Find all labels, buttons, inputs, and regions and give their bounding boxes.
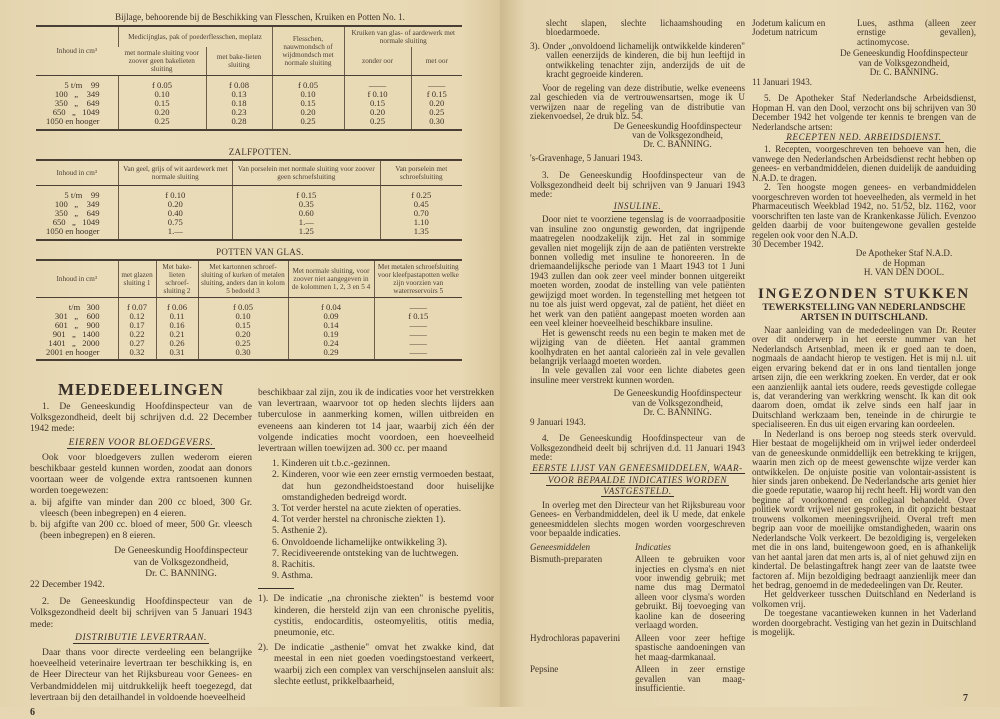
sig-line: de Hopman: [882, 257, 926, 268]
item5-heading: RECEPTEN NED. ARBEIDSDIENST.: [786, 131, 942, 142]
col-medicijnglas: Medicijnglas, pak of poederflesschen, meplatz: [118, 26, 272, 47]
footnote-divider: [258, 588, 294, 589]
table-row: [36, 99, 462, 108]
price-cell: 0.29: [288, 348, 374, 361]
sig-line: Dr. C. BANNING.: [145, 568, 217, 579]
item1-date: 22 December 1942.: [30, 580, 105, 591]
table-row: [36, 90, 462, 99]
drug-name: Jodetum kalicum en Jodetum natricum: [752, 18, 826, 38]
table-row: [36, 186, 462, 200]
left-column-2: [258, 388, 494, 688]
drug-row: [530, 665, 745, 693]
capacity-cell: 1401 „ 2000: [48, 337, 100, 348]
price-cell: 0.11: [156, 312, 198, 321]
appendix-caption: Bijlage, behoorende bij de Beschikking van Flesschen, Kruiken en Potten No. 1.: [115, 12, 405, 22]
price-cell: 0.31: [156, 348, 198, 361]
col-geneesmiddelen: Geneesmiddelen: [530, 541, 591, 552]
item3-heading: INSULINE.: [613, 200, 662, 211]
price-cell: f 0.05: [272, 76, 344, 90]
page-number: 7: [963, 693, 968, 704]
right-page: [500, 0, 1000, 707]
drug-indication: Alleen in zeer ernstige gevallen van maag-insufficientie.: [635, 664, 745, 693]
price-cell: 0.19: [288, 330, 374, 339]
price-cell: ——: [344, 76, 411, 90]
price-cell: 0.10: [118, 90, 206, 99]
price-cell: 1.—: [233, 218, 380, 227]
item1-heading: EIEREN VOOR BLOEDGEVERS.: [68, 437, 214, 448]
letter-p4: De toegestane vacantieweken kunnen in het Vaderland worden doorgebracht. Vestiging van het gezin in Duitschland is mogelijk.: [752, 608, 976, 638]
col-5: Met metalen schroefsluiting voor kleefpastapotten welke zijn voorzien van waterreservoirs 5: [374, 260, 462, 298]
price-cell: 0.10: [272, 90, 344, 99]
price-cell: 0.16: [156, 321, 198, 330]
item3-date: 9 Januari 1943.: [530, 416, 586, 427]
col-inhoud: Inhoud in cm³: [36, 160, 118, 186]
capacity-cell: 601 „ 900: [54, 319, 100, 330]
price-cell: f 0.15: [233, 186, 380, 200]
price-cell: 0.32: [118, 348, 156, 361]
sig-line: De Apotheker Staf N.A.D.: [855, 248, 953, 259]
capacity-cell: 350 „ 649: [54, 207, 100, 218]
indication-list: [258, 459, 494, 582]
letter-p3: Het geldverkeer tusschen Duitschland en Nederland is volkomen vrij.: [752, 589, 976, 609]
sig-line: H. VAN DEN DOOL.: [863, 267, 945, 278]
col-porselein-schroef: Van porselein met schroefsluiting: [380, 160, 462, 186]
capacity-cell: 650 „ 1049: [52, 106, 100, 117]
sig-line: van de Volksgezondheid,: [133, 557, 229, 568]
list-item: 6. Onvoldoende lichamelijke ontwikkeling 3).: [272, 537, 448, 548]
price-cell: 0.25: [272, 117, 344, 130]
price-cell: 0.25: [344, 117, 411, 130]
date: 's-Gravenhage, 5 Januari 1943.: [530, 152, 643, 163]
price-cell: 0.25: [411, 108, 462, 117]
price-cell: f 0.05: [198, 298, 288, 312]
price-cell: 0.18: [206, 99, 272, 108]
price-cell: ——: [374, 298, 462, 312]
price-cell: 0.30: [411, 117, 462, 130]
item5-p1: 1. Recepten, voorgeschreven ten behoeve van hen, die vanwege den Nederlandschen Arbeidsdienst recht hebben op genees- en verbandmiddelen, dienen duidelijk de aanduiding N.A.D. te dragen.: [752, 144, 976, 183]
item4-heading: EERSTE LIJST VAN GENEESMIDDELEN, WAAR-: [532, 463, 743, 474]
capacity-cell: 100 „ 349: [54, 88, 100, 99]
table-row: [36, 117, 462, 130]
price-cell: 1.35: [380, 227, 462, 240]
price-cell: ——: [374, 321, 462, 330]
item5-date: 30 December 1942.: [752, 238, 824, 249]
page-number: 6: [30, 707, 35, 719]
price-cell: f 0.08: [206, 76, 272, 90]
drug-table-header: [530, 543, 745, 552]
table-flesschen-kruiken: [36, 25, 462, 131]
list-item: 5. Asthenie 2).: [272, 526, 328, 537]
drug-row: [752, 19, 976, 47]
price-cell: f 0.04: [288, 298, 374, 312]
capacity-cell: 5 t/m 99: [64, 190, 100, 200]
price-cell: f 0.07: [118, 298, 156, 312]
price-cell: ——: [374, 330, 462, 339]
item3-p1: Door niet te voorziene tegenslag is de voorraadpositie van insuline zoo ongunstig geworden, dat ingrijpende maatregelen noodzakelijk zijn. Het zal in sommige gevallen niet mogelijk zijn de aan de patiënten verstrekte bonnen volledig met insuline te honoreeren. In de driemaandelijksche periode van 1 Maart 1943 tot 1 Juni 1943 zullen dan ook zeer veel minder bonnen uitgereikt moeten worden, zoodat de instelling van vele patiënten gewijzigd moet worden. In tegenstelling met hetgeen tot nu toe als juist werd opgevat, zal de patiënt, het diëet en het werk van den patiënt aangepast moeten worden aan een veel kleiner hoeveelheid beschikbare insuline.: [530, 214, 745, 329]
price-cell: 0.14: [288, 321, 374, 330]
sig-line: van de Volksgezondheid,: [632, 397, 723, 408]
capacity-cell: 901 „ 1400: [52, 328, 100, 339]
drug-name: Pepsine: [530, 664, 559, 675]
col-inhoud: Inhoud in cm³: [36, 260, 118, 298]
letter-p1: Naar aanleiding van de mededeelingen van Dr. Reuter over dit onderwerp in het eerste nummer van het Nederlandsch Artsenblad, meen ik er goed aan te doen, nogmaals de aandacht hierop te vestigen. Het is mij n.l. uit eigen ervaring bekend dat er in ons land tientallen jonge artsen zijn, die een werkkring zoeken. En verder, dat er ook een aanzienlijk aantal iets oudere, reeds gevestigde collegae is, dat verandering van werkkring wenscht. Ik kan dit ook daarom doen, omdat ik zelve sinds een half jaar in Duitschland werkzaam ben, teneinde in de chirurgie te specialiseeren. En dus uit eigen ervaring kan oordeelen.: [752, 324, 976, 430]
col-kruiken: Kruiken van glas- of aardewerk met normale sluiting: [344, 26, 462, 47]
price-cell: 0.75: [118, 218, 233, 227]
price-cell: ——: [374, 348, 462, 361]
item1-b: b. bij afgifte van 200 cc. bloed of meer, 500 Gr. vleesch (been inbegrepen) en 8 eieren.: [30, 520, 252, 542]
continuation-text: slecht slapen, slechte lichaamshouding en bloedarmoede.: [546, 18, 745, 38]
price-cell: f 0.06: [156, 298, 198, 312]
price-cell: 0.20: [272, 108, 344, 117]
col-normale-sluiting: met normale sluiting voor zoover geen bakelieten sluiting: [118, 47, 206, 76]
price-cell: 0.45: [380, 200, 462, 209]
price-cell: 0.15: [344, 99, 411, 108]
item4-para: In overleg met den Directeur van het Rijksbureau voor Genees- en Verbandmiddelen, deel ik U mede, dat enkele geneesmiddelen slechts mogen worden voorgeschreven voor bepaalde indicaties.: [530, 499, 745, 539]
price-cell: 0.12: [118, 312, 156, 321]
left-column-1: [30, 380, 252, 719]
price-cell: 0.10: [198, 312, 288, 321]
col-flesschen: Flesschen, nauwmondsch of wijdmondsch met normale sluiting: [272, 26, 344, 76]
capacity-cell: 1050 en hooger: [36, 117, 118, 130]
item4-intro: 4. De Geneeskundig Hoofdinspecteur van de Volksgezondheid deelt bij schrijven d.d. 11 Januari 1943 mede:: [530, 433, 745, 463]
ingezonden-subtitle: TEWERKSTELLING VAN NEDERLANDSCHE ARTSEN IN DUITSCHLAND.: [762, 301, 966, 323]
list-item: 9. Asthma.: [272, 571, 313, 582]
drug-name: Bismuth-preparaten: [530, 554, 603, 565]
col-aardewerk: Van geel, grijs of wit aardewerk met normale sluiting: [118, 160, 233, 186]
price-cell: 0.20: [411, 99, 462, 108]
price-cell: 0.21: [156, 330, 198, 339]
col-2: Met bake-lieten schroef-sluiting 2: [156, 260, 198, 298]
item4-heading: VOOR BEPAALDE INDICATIES WORDEN: [547, 474, 728, 485]
sig-line: De Geneeskundig Hoofdinspecteur: [114, 546, 248, 557]
footnote-3: 3). Onder „onvoldoend lichamelijk ontwikkelde kinderen" vallen eenerzijds de kinderen, die bij hun leeftijd in ontwikkeling tenachter zijn, anderzijds de uit de kracht gegroeide kinderen.: [530, 40, 745, 80]
price-cell: 0.15: [118, 99, 206, 108]
list-item: 2. Kinderen, voor wie een zeer ernstig vermoeden bestaat, dat hun gezondheidstoestand door huiselijke omstandigheden bedreigd wordt.: [272, 470, 494, 503]
footnote-2: 2). De indicatie „asthenie" omvat het zwakke kind, dat meestal in een niet goeden voedingstoestand verkeert, waarbij zich een complex van verschijnselen aansluit als: slechte eetlust, prikkelbaarheid,: [258, 643, 494, 687]
price-cell: 1.—: [118, 227, 233, 240]
right-column-2: [752, 19, 976, 705]
capacity-cell: 5 t/m 99: [64, 80, 100, 90]
drug-indication: Alleen te gebruiken voor injecties en clysma's en niet voor inwendig gebruik; met name dus mag Dermatol alleen voor clysma's worden gebruikt. Bij toevoeging van kaoline kan de doseering verlaagd worden.: [635, 554, 745, 631]
item4-date: 11 Januari 1943.: [752, 76, 813, 87]
drug-indication: Alleen voor zeer heftige spastische aandoeningen van het maag-darmkanaal.: [635, 632, 745, 662]
drug-name: Hydrochloras papaverini: [530, 632, 621, 643]
table-row: [36, 76, 462, 90]
table-row: [36, 298, 462, 312]
price-cell: 0.30: [198, 348, 288, 361]
sig-line: De Geneeskundig Hoofdinspecteur: [613, 388, 742, 399]
capacity-cell: 650 „ 1049: [52, 216, 100, 227]
price-cell: 0.23: [206, 108, 272, 117]
price-cell: ——: [374, 339, 462, 348]
table-row: [36, 348, 462, 361]
col-indicaties: Indicaties: [635, 541, 671, 552]
price-cell: 0.40: [118, 209, 233, 218]
item1-intro: 1. De Geneeskundig Hoofdinspecteur van de Volksgezondheid, deelt bij schrijven d.d. 22 December 1942 mede:: [30, 402, 252, 435]
price-cell: 0.20: [118, 200, 233, 209]
col-4: Met normale sluiting, voor zoover niet aangegeven in de kolommen 1, 2, 3 en 5 4: [288, 260, 374, 298]
price-cell: 0.09: [288, 312, 374, 321]
capacity-cell: 2001 en hooger: [36, 348, 118, 361]
price-cell: 0.70: [380, 209, 462, 218]
item2-para2: beschikbaar zal zijn, zou ik de indicaties voor het verstrekken van levertraan, waarvoor tot op heden slechts lijders aan tuberculose in aanmerking komen, willen uitbreiden en eveneens aan kinderen tot 14 jaar, waarbij zich één der volgende indicaties mocht voordoen, een hoeveelheid levertraan willen toewijzen ad. 300 cc. per maand: [258, 388, 494, 455]
sig-line: van de Volksgezondheid,: [858, 57, 950, 68]
price-cell: 0.17: [118, 321, 156, 330]
item1-para: Ook voor bloedgevers zullen wederom eieren beschikbaar gesteld kunnen worden, zoodat aan donors voortaan weer de volgende extra rantsoenen kunnen worden toegewezen:: [30, 452, 252, 497]
price-cell: 1.25: [233, 227, 380, 240]
sig-line: De Geneeskundig Hoofdinspecteur: [840, 48, 968, 59]
price-cell: 0.15: [272, 99, 344, 108]
item4-heading: VASTGESTELD.: [603, 486, 672, 497]
price-cell: ——: [411, 76, 462, 90]
list-item: 3. Tot verder herstel na acute ziekten of operaties.: [272, 504, 462, 515]
regeling-para: Voor de regeling van deze distributie, welke eveneens zal geschieden via de vertrouwensartsen, moge ik U verwijzen naar de regeling van de distributie van ziekenvoedsel, 2e druk blz. 54.: [530, 82, 745, 122]
capacity-cell: 1050 en hooger: [36, 227, 118, 240]
col-porselein-normaal: Van porselein met normale sluiting voor zoover geen schroefsluiting: [233, 160, 380, 186]
price-cell: 0.20: [198, 330, 288, 339]
price-cell: 0.20: [344, 108, 411, 117]
item3-p2: Het is gewenscht reeds nu een begin te maken met de wijziging van de diëeten. Het aantal grammen koolhydraten en het aantal calorieën zal in vele gevallen belangrijk verlaagd moeten worden.: [530, 327, 745, 366]
sig-line: Dr. C. BANNING.: [643, 407, 712, 418]
item2-para1: Daar thans voor directe verdeeling een belangrijke hoeveelheid veterinaire levertraan ter beschikking is, en de Heer Directeur van het Rijksbureau voor Genees- en Verbandmiddelen mij uitdrukkelijk heeft toegezegd, dat levertraan bij den detailhandel in voldoende hoeveelheid: [30, 648, 252, 703]
price-cell: f 0.15: [374, 312, 462, 321]
price-cell: 0.27: [118, 339, 156, 348]
item1-a: a. bij afgifte van minder dan 200 cc bloed, 300 Gr. vleesch (been inbegrepen) en 4 eieren.: [30, 497, 252, 519]
footnote-1: 1). De indicatie „na chronische ziekten" is bestemd voor kinderen, die hersteld zijn van een chronische pyelitis, cystitis, endocarditis, osteomyelitis, otitis media, pneumonie, etc.: [258, 594, 494, 639]
sig-line: Dr. C. BANNING.: [643, 139, 712, 150]
price-cell: 0.25: [118, 117, 206, 130]
ingezonden-stukken-title: INGEZONDEN STUKKEN: [757, 285, 971, 302]
item5-p2: 2. Ten hoogste mogen genees- en verbandmiddelen voorgeschreven worden tot hoeveelheden, als vermeld in het Pharmaceutisch Weekblad 1942, no. 51/52, blz. 1162, voor voorschriften ten laste van de Krankenkasse Jülich. Evenzoo gelden daarbij de voor buitengewone gevallen gestelde regelen ook voor den N.A.D.: [752, 182, 976, 240]
item3-intro: 3. De Geneeskundig Hoofdinspecteur van de Volksgezondheid deelt bij schrijven van 9 Januari 1943 mede:: [530, 170, 745, 200]
table-potten-van-glas: [36, 259, 462, 361]
price-cell: 0.28: [206, 117, 272, 130]
letter-p2: In Nederland is ons beroep nog steeds sterk overvuld. Hier bestaat de mogelijkheid om in vrijwel ieder onderdeel van de geneeskunde onmiddellijk een betrekking te krijgen, waarin men zich op de meest gewenschte wijze verder kan ontwikkelen. De onjuiste positie van volontair-assistent is hier sinds jaren onbekend. De Nederlandsche arts geniet hier die goede reputatie, waarop hij recht heeft. Hij wordt van den beginne af voorkomend en collegiaal behandeld. Over politiek wordt vrijwel niet gesproken, in dit opzicht bestaat trouwens volkomen meeningsvrijheid. Overal treft men begrip aan voor de moeilijke omstandigheden, waarin ons Nederlandsche Volk verkeert. De bezoldiging is, vergeleken met die in ons land, buitengewoon goed, en is afhankelijk van het aantal jaren dat men arts is, al of niet gehuwd zijn en kindertal. De belastingaftrek hangt zeer van de laatste twee factoren af. Mijn bezoldiging bedraagt aanzienlijk meer dan het bedrag, genoemd in de mededeelingen van Dr. Reuter.: [752, 428, 976, 591]
price-cell: f 0.05: [118, 76, 206, 90]
list-item: 4. Tot verder herstel na chronische ziekten 1).: [272, 515, 446, 526]
drug-row: [530, 555, 745, 631]
col-inhoud: Inhoud in cm³: [36, 26, 118, 76]
col-met-oor: met oor: [411, 47, 462, 76]
item3-p3: In vele gevallen zal voor een lichte diabetes geen insuline meer verstrekt kunnen worden.: [530, 365, 745, 385]
mededeelingen-title: MEDEDEELINGEN: [57, 380, 225, 399]
price-cell: 0.13: [206, 90, 272, 99]
capacity-cell: 350 „ 649: [54, 97, 100, 108]
table-row: [36, 227, 462, 240]
sig-line: van de Volksgezondheid,: [632, 129, 723, 140]
drug-indication: Lues, asthma (alleen zeer ernstige gevallen), actinomycose.: [857, 18, 976, 47]
table-zalfpotten: [36, 159, 462, 241]
list-item: 1. Kinderen uit t.b.c.-gezinnen.: [272, 459, 391, 470]
capacity-cell: 100 „ 349: [54, 198, 100, 209]
price-cell: 1.10: [380, 218, 462, 227]
zalfpotten-title: ZALFPOTTEN.: [228, 147, 292, 157]
col-1: met glazen sluiting 1: [118, 260, 156, 298]
capacity-cell: t/m 300: [68, 302, 100, 312]
price-cell: 0.60: [233, 209, 380, 218]
price-cell: 0.15: [198, 321, 288, 330]
price-cell: f 0.10: [344, 90, 411, 99]
capacity-cell: 301 „ 600: [54, 310, 100, 321]
price-cell: f 0.15: [411, 90, 462, 99]
col-bakelieten: met bake-lieten sluiting: [206, 47, 272, 76]
price-cell: 0.24: [288, 339, 374, 348]
item2-intro: 2. De Geneeskundig Hoofdinspecteur van de Volksgezondheid deelt bij schrijven van 5 Januari 1943 mede:: [30, 597, 252, 630]
table-row: [36, 209, 462, 218]
sig-line: De Geneeskundig Hoofdinspecteur: [613, 120, 742, 131]
price-cell: 0.26: [156, 339, 198, 348]
price-cell: 0.35: [233, 200, 380, 209]
sig-line: Dr. C. BANNING.: [869, 67, 939, 78]
price-cell: f 0.10: [118, 186, 233, 200]
price-cell: 0.25: [198, 339, 288, 348]
price-cell: 0.20: [118, 108, 206, 117]
price-cell: 0.22: [118, 330, 156, 339]
right-column-1: [530, 19, 745, 693]
table-row: [36, 200, 462, 209]
potten-van-glas-title: POTTEN VAN GLAS.: [216, 247, 304, 257]
item2-heading: DISTRIBUTIE LEVERTRAAN.: [74, 632, 207, 643]
list-item: 7. Recidiveerende ontsteking van de luchtwegen.: [272, 548, 459, 559]
list-item: 8. Rachitis.: [272, 560, 316, 571]
drug-row: [530, 634, 745, 662]
item5-intro: 5. De Apotheker Staf Nederlandsche Arbeidsdienst, Hopman H. van den Dool, verzocht ons bij schrijven van 30 December 1942 het volgende ter kennis te brengen van de Nederlandsche artsen:: [752, 93, 976, 132]
col-3: Met kartonnen schroef-sluiting of kurken of metalen sluiting, anders dan in kolom 5 bedoeld 3: [198, 260, 288, 298]
col-zonder-oor: zonder oor: [344, 47, 411, 76]
price-cell: f 0.25: [380, 186, 462, 200]
